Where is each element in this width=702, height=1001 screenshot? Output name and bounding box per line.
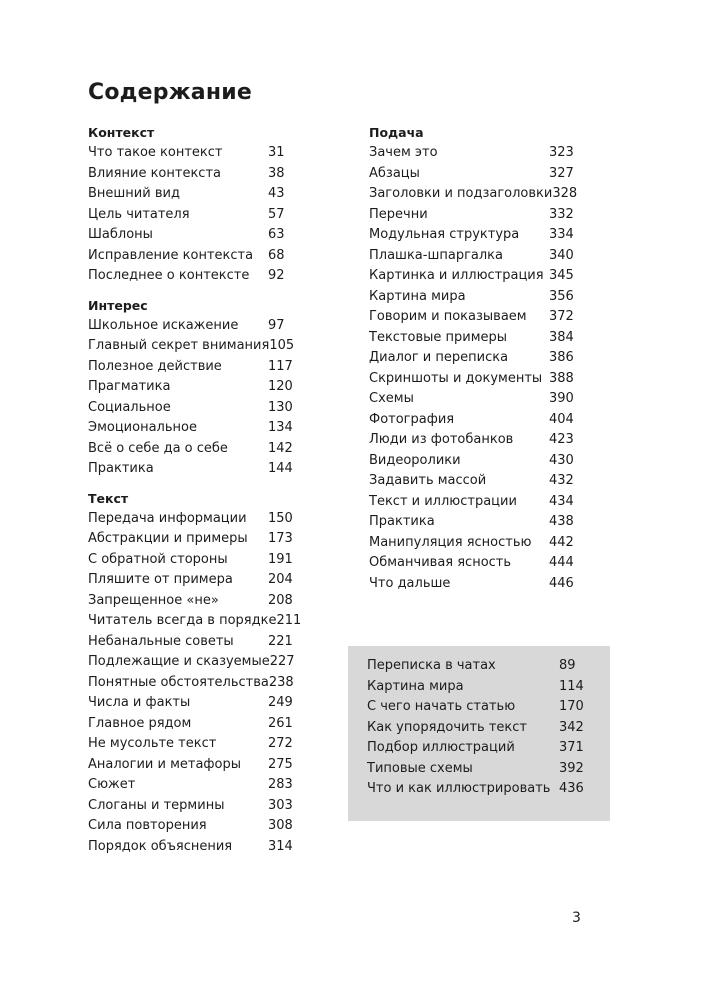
toc-entry-title: Главный секрет внимания	[88, 338, 270, 353]
toc-entry	[369, 389, 579, 410]
toc-entry-title: Практика	[369, 514, 435, 529]
toc-entry-page: 404	[549, 411, 574, 427]
toc-entry-page: 388	[549, 370, 574, 386]
toc-entry-page: 371	[559, 740, 584, 755]
toc-left-column	[88, 123, 302, 866]
toc-entry	[88, 316, 298, 337]
toc-entry	[88, 775, 298, 796]
toc-entry	[88, 611, 302, 632]
toc-entry-title: Модульная структура	[369, 227, 520, 242]
toc-entry	[369, 348, 579, 369]
toc-entry-title: Понятные обстоятельства	[88, 674, 269, 690]
toc-entry-title: Порядок объяснения	[88, 838, 233, 854]
toc-entry	[88, 673, 298, 694]
toc-entry-title: С чего начать статью	[367, 699, 516, 714]
toc-entry-page: 438	[549, 514, 574, 529]
toc-entry	[369, 246, 579, 267]
toc-entry-title: Числа и факты	[88, 695, 191, 710]
toc-entry-page: 38	[268, 165, 285, 181]
toc-entry	[369, 471, 579, 492]
toc-right-column	[369, 123, 579, 603]
toc-entry	[88, 570, 298, 591]
toc-entry-title: Текстовые примеры	[369, 329, 508, 345]
toc-entry	[88, 837, 298, 858]
toc-entry-page: 57	[268, 206, 285, 222]
toc-entry-title: Внешний вид	[88, 186, 180, 201]
toc-entry-page: 356	[549, 288, 574, 304]
toc-entry-title: Сюжет	[88, 777, 136, 792]
toc-entry-title: Заголовки и подзаголовки	[369, 186, 553, 201]
toc-entry	[369, 164, 579, 185]
toc-entry-title: Видеоролики	[369, 452, 461, 468]
toc-entry	[367, 656, 587, 677]
toc-entry-page: 384	[549, 329, 574, 345]
toc-entry-page: 308	[268, 818, 293, 833]
toc-entry-title: Зачем это	[369, 145, 438, 160]
toc-entry-title: Задавить массой	[369, 473, 487, 488]
toc-entry-title: Скриншоты и документы	[369, 370, 543, 386]
toc-entry	[369, 410, 579, 431]
toc-entry-page: 120	[268, 379, 293, 394]
toc-entry	[88, 143, 298, 164]
toc-entry-page: 208	[268, 592, 293, 608]
toc-entry-page: 328	[552, 186, 578, 201]
toc-entry	[88, 550, 298, 571]
toc-entry-page: 323	[549, 145, 574, 160]
toc-entry-page: 89	[559, 658, 576, 673]
toc-entry	[367, 759, 587, 780]
toc-entry	[367, 779, 587, 800]
toc-entry	[88, 796, 298, 817]
toc-entry	[369, 369, 579, 390]
toc-entry	[369, 205, 579, 226]
toc-entry-title: Практика	[88, 461, 154, 476]
toc-section	[88, 296, 298, 480]
toc-section-heading: Интерес	[88, 297, 148, 313]
toc-entry-title: Социальное	[88, 399, 171, 415]
toc-entry-page: 442	[549, 534, 574, 550]
toc-entry-page: 423	[549, 432, 574, 447]
toc-entry-page: 204	[268, 572, 293, 587]
toc-entry	[369, 430, 579, 451]
toc-entry	[88, 184, 298, 205]
toc-entry	[88, 755, 298, 776]
toc-entry-title: Запрещенное «не»	[88, 592, 219, 608]
toc-entry-title: Шаблоны	[88, 227, 153, 242]
toc-entry	[369, 492, 579, 513]
toc-entry-page: 314	[268, 838, 293, 854]
toc-entry-title: Эмоциональное	[88, 420, 197, 435]
toc-entry-title: Диалог и переписка	[369, 350, 509, 365]
toc-entry-title: Не мусольте текст	[88, 736, 217, 751]
toc-entry-title: Плашка-шпаргалка	[369, 247, 503, 263]
toc-entry-title: Схемы	[369, 391, 414, 406]
toc-entry	[369, 287, 579, 308]
toc-entry	[88, 336, 298, 357]
toc-sidebar-box	[348, 646, 610, 821]
toc-entry	[88, 459, 298, 480]
toc-section	[88, 489, 302, 858]
toc-entry-page: 275	[268, 756, 293, 772]
toc-entry-page: 31	[268, 145, 285, 160]
toc-entry	[88, 418, 298, 439]
toc-entry	[88, 205, 298, 226]
toc-entry-title: Школьное искажение	[88, 317, 239, 333]
toc-entry	[88, 225, 298, 246]
toc-section-heading: Подача	[369, 125, 424, 140]
toc-entry-page: 444	[549, 555, 574, 570]
toc-entry-page: 332	[549, 206, 574, 222]
toc-entry	[88, 734, 298, 755]
toc-entry-page: 150	[268, 510, 293, 526]
toc-entry-title: Как упорядочить текст	[367, 719, 527, 735]
toc-entry-page: 97	[268, 317, 285, 333]
toc-entry	[369, 143, 579, 164]
toc-entry-page: 173	[268, 531, 293, 546]
page-number: 3	[572, 910, 581, 926]
toc-entry-title: С обратной стороны	[88, 551, 228, 567]
toc-entry-title: Слоганы и термины	[88, 797, 225, 813]
toc-section-heading: Контекст	[88, 125, 155, 140]
toc-entry-page: 191	[268, 551, 293, 567]
toc-entry	[369, 512, 579, 533]
toc-entry-title: Последнее о контексте	[88, 268, 250, 283]
toc-entry-page: 303	[268, 797, 293, 813]
toc-entry-title: Картина мира	[369, 288, 466, 304]
toc-entry-title: Типовые схемы	[367, 760, 473, 776]
toc-entry-title: Пляшите от примера	[88, 572, 233, 587]
toc-entry-page: 272	[268, 736, 293, 751]
toc-entry-title: Полезное действие	[88, 358, 222, 374]
toc-entry-page: 327	[549, 165, 574, 181]
toc-entry-page: 211	[276, 613, 302, 628]
toc-entry-title: Прагматика	[88, 379, 171, 394]
toc-entry-title: Фотография	[369, 411, 455, 427]
toc-entry	[88, 398, 298, 419]
toc-entry	[88, 357, 298, 378]
toc-entry	[88, 632, 298, 653]
toc-entry-title: Картина мира	[367, 678, 464, 694]
toc-entry-title: Абстракции и примеры	[88, 531, 248, 546]
toc-entry-title: Обманчивая ясность	[369, 555, 512, 570]
toc-entry-title: Читатель всегда в порядке	[88, 613, 277, 628]
toc-entry	[88, 693, 298, 714]
toc-entry	[88, 652, 298, 673]
toc-entry-page: 283	[268, 777, 293, 792]
toc-entry-title: Картинка и иллюстрация	[369, 268, 544, 283]
toc-entry	[88, 377, 298, 398]
toc-entry-page: 392	[559, 760, 584, 776]
toc-entry-title: Исправление контекста	[88, 247, 254, 263]
toc-entry-title: Что дальше	[369, 575, 451, 591]
toc-entry-title: Что и как иллюстрировать	[367, 781, 551, 796]
toc-entry-title: Передача информации	[88, 510, 247, 526]
toc-entry-page: 430	[549, 452, 574, 468]
toc-entry-title: Аналогии и метафоры	[88, 756, 241, 772]
toc-entry-page: 227	[269, 654, 295, 669]
toc-entry	[88, 246, 298, 267]
toc-entry-page: 390	[549, 391, 574, 406]
toc-entry-title: Манипуляция ясностью	[369, 534, 532, 550]
toc-entry	[369, 451, 579, 472]
toc-entry	[369, 574, 579, 595]
toc-entry	[367, 677, 587, 698]
toc-section	[88, 123, 298, 287]
toc-entry	[369, 184, 579, 205]
toc-entry	[88, 266, 298, 287]
toc-entry	[88, 816, 298, 837]
toc-entry-page: 144	[268, 461, 293, 476]
toc-entry-page: 436	[559, 781, 584, 796]
toc-entry-page: 432	[549, 473, 574, 488]
toc-entry-page: 68	[268, 247, 285, 263]
toc-entry-title: Цель читателя	[88, 206, 190, 222]
toc-entry-page: 63	[268, 227, 285, 242]
toc-entry-page: 249	[268, 695, 293, 710]
toc-entry	[88, 439, 298, 460]
toc-entry-title: Влияние контекста	[88, 165, 221, 181]
toc-entry	[88, 164, 298, 185]
toc-entry-title: Подбор иллюстраций	[367, 740, 515, 755]
toc-entry-page: 261	[268, 715, 293, 731]
toc-entry	[369, 533, 579, 554]
toc-entry-page: 105	[269, 338, 295, 353]
toc-entry-title: Переписка в чатах	[367, 658, 496, 673]
toc-entry-page: 434	[549, 493, 574, 509]
toc-entry-title: Подлежащие и сказуемые	[88, 654, 270, 669]
toc-entry-page: 238	[268, 674, 294, 690]
toc-entry	[367, 697, 587, 718]
toc-section	[369, 123, 579, 594]
page-title: Содержание	[88, 80, 252, 105]
toc-entry-title: Перечни	[369, 206, 428, 222]
toc-entry-page: 386	[549, 350, 574, 365]
toc-entry-page: 342	[559, 719, 584, 735]
toc-section-heading: Текст	[88, 490, 129, 506]
toc-entry-page: 446	[549, 575, 574, 591]
toc-entry-page: 130	[268, 399, 293, 415]
toc-entry	[369, 225, 579, 246]
toc-entry	[88, 509, 298, 530]
toc-entry-title: Главное рядом	[88, 715, 192, 731]
toc-entry	[369, 553, 579, 574]
toc-entry-page: 117	[268, 358, 293, 374]
toc-entry-title: Абзацы	[369, 165, 420, 181]
toc-entry	[88, 714, 298, 735]
toc-entry-page: 334	[549, 227, 574, 242]
toc-entry-title: Люди из фотобанков	[369, 432, 514, 447]
toc-entry-title: Что такое контекст	[88, 145, 223, 160]
toc-entry	[88, 529, 298, 550]
toc-entry-page: 142	[268, 440, 293, 456]
toc-entry-page: 134	[268, 420, 293, 435]
toc-entry	[369, 307, 579, 328]
toc-entry	[367, 738, 587, 759]
toc-entry-page: 170	[559, 699, 584, 714]
toc-entry-title: Небанальные советы	[88, 633, 234, 649]
toc-entry-title: Говорим и показываем	[369, 309, 527, 324]
toc-entry-title: Всё о себе да о себе	[88, 440, 228, 456]
toc-entry-page: 345	[549, 268, 574, 283]
toc-entry-page: 221	[268, 633, 293, 649]
toc-entry-page: 92	[268, 268, 285, 283]
toc-entry	[369, 266, 579, 287]
toc-entry-title: Текст и иллюстрации	[369, 493, 517, 509]
toc-entry	[367, 718, 587, 739]
toc-entry-page: 43	[268, 186, 285, 201]
toc-entry	[88, 591, 298, 612]
toc-entry-page: 372	[549, 309, 574, 324]
toc-entry-page: 340	[549, 247, 574, 263]
toc-entry-title: Сила повторения	[88, 818, 207, 833]
toc-entry-page: 114	[559, 678, 584, 694]
toc-entry	[369, 328, 579, 349]
